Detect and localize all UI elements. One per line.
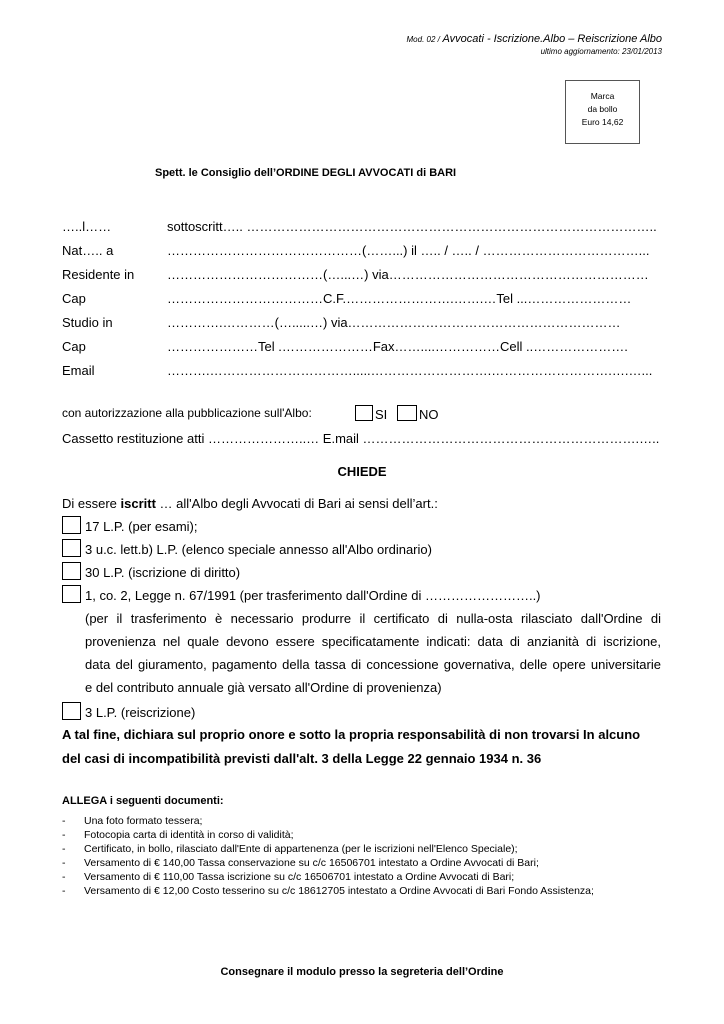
option-3uc-label: 3 u.c. lett.b) L.P. (elenco speciale annesso all'Albo ordinario) <box>85 542 432 557</box>
authorization-yes-checkbox[interactable] <box>355 405 373 421</box>
field-label: Cap <box>62 339 86 354</box>
last-update: ultimo aggiornamento: 23/01/2013 <box>540 47 662 56</box>
field-label: Studio in <box>62 315 113 330</box>
name-field[interactable]: sottoscritt….. ………………………………………………………………………………….. <box>167 219 657 234</box>
transfer-note-line: (per il trasferimento è necessario produrre il certificato di nulla-osta rilasciato dall'Ordine di <box>85 611 661 626</box>
option-transfer-label: 1, co. 2, Legge n. 67/1991 (per trasferimento dall'Ordine di ……………………..) <box>85 588 541 603</box>
authorization-label: con autorizzazione alla pubblicazione sull'Albo: <box>62 406 312 420</box>
form-code <box>407 33 663 45</box>
option-reiscrizione-checkbox[interactable] <box>62 702 81 720</box>
field-label: Nat….. a <box>62 243 114 258</box>
attachments-title: ALLEGA i seguenti documenti: <box>62 795 224 807</box>
option-transfer-checkbox[interactable] <box>62 585 81 603</box>
transfer-note-line: e del contributo annuale già versato all'Ordine di provenienza) <box>85 680 442 695</box>
option-30-label: 30 L.P. (iscrizione di diritto) <box>85 565 241 580</box>
footer-note: Consegnare il modulo presso la segreteria dell’Ordine <box>220 966 504 978</box>
intro-pre: Di essere <box>62 496 121 511</box>
email-field[interactable]: ……….…………………………….....……………………….……………………….….…... <box>167 363 653 378</box>
cap-cf-tel-field[interactable]: ………………………………C.F.…………………….…….…Tel ...…………………… <box>167 291 632 306</box>
declaration-line-1: A tal fine, dichiara sul proprio onore e sotto la propria responsabilità di non trovarsi In alcuno <box>62 727 641 742</box>
residence-field[interactable]: ………………………………(…...…) via…………………………………………………… <box>167 267 649 282</box>
bullet-dash: - <box>62 843 66 855</box>
stamp-line-2: da bollo <box>587 104 618 114</box>
option-3uc-checkbox[interactable] <box>62 539 81 557</box>
option-17-checkbox[interactable] <box>62 516 81 534</box>
office-field[interactable]: ………….…………(….....…) via……………………………………………………… <box>167 315 621 330</box>
office-contacts-field[interactable]: …………………Tel .…………………Fax……....……………Cell ..…………………. <box>167 339 628 354</box>
option-reiscrizione-label: 3 L.P. (reiscrizione) <box>85 705 196 720</box>
field-label: …..l…… <box>62 219 112 234</box>
declaration-line-2: del casi di incompatibilità previsti dall'alt. 3 della Legge 22 gennaio 1934 n. 36 <box>62 751 542 766</box>
field-label: Cap <box>62 291 86 306</box>
field-label: Residente in <box>62 267 135 282</box>
bullet-dash: - <box>62 885 66 897</box>
transfer-note-line: data del giuramento, pagamento della tassa di concessione governativa, delle opere universitarie <box>85 657 661 672</box>
intro-bold: iscritt <box>120 496 156 511</box>
chiede-heading: CHIEDE <box>337 464 387 479</box>
field-label: Email <box>62 363 95 378</box>
authorization-yes-label: SI <box>375 407 388 422</box>
intro-post: … all'Albo degli Avvocati di Bari ai sensi dell’art.: <box>155 496 438 511</box>
option-17-label: 17 L.P. (per esami); <box>85 519 198 534</box>
form-code-prefix: Mod. 02 / <box>406 35 440 44</box>
stamp-line-3: Euro 14,62 <box>581 117 624 127</box>
addressee: Spett. le Consiglio dell’ORDINE DEGLI AVVOCATI di BARI <box>155 167 457 179</box>
bullet-dash: - <box>62 829 66 841</box>
birth-field[interactable]: ………………………………………(……...) il ….. / ….. / ………………………………... <box>167 243 650 258</box>
bullet-dash: - <box>62 815 66 827</box>
authorization-no-label: NO <box>419 407 439 422</box>
bullet-dash: - <box>62 857 66 869</box>
revenue-stamp-box <box>565 80 640 144</box>
request-intro <box>62 496 438 511</box>
authorization-no-checkbox[interactable] <box>397 405 417 421</box>
stamp-line-1: Marca <box>590 91 615 101</box>
transfer-note-line: provenienza nel quale devono essere specificatamente indicati: data di anzianità di iscrizione, <box>85 634 661 649</box>
bullet-dash: - <box>62 871 66 883</box>
form-code-title: Avvocati - Iscrizione.Albo – Reiscrizione Albo <box>442 33 662 45</box>
option-30-checkbox[interactable] <box>62 562 81 580</box>
cassetto-email-field[interactable]: Cassetto restituzione atti …………………..… E.mail ……………………………………………………….….. <box>62 431 660 446</box>
